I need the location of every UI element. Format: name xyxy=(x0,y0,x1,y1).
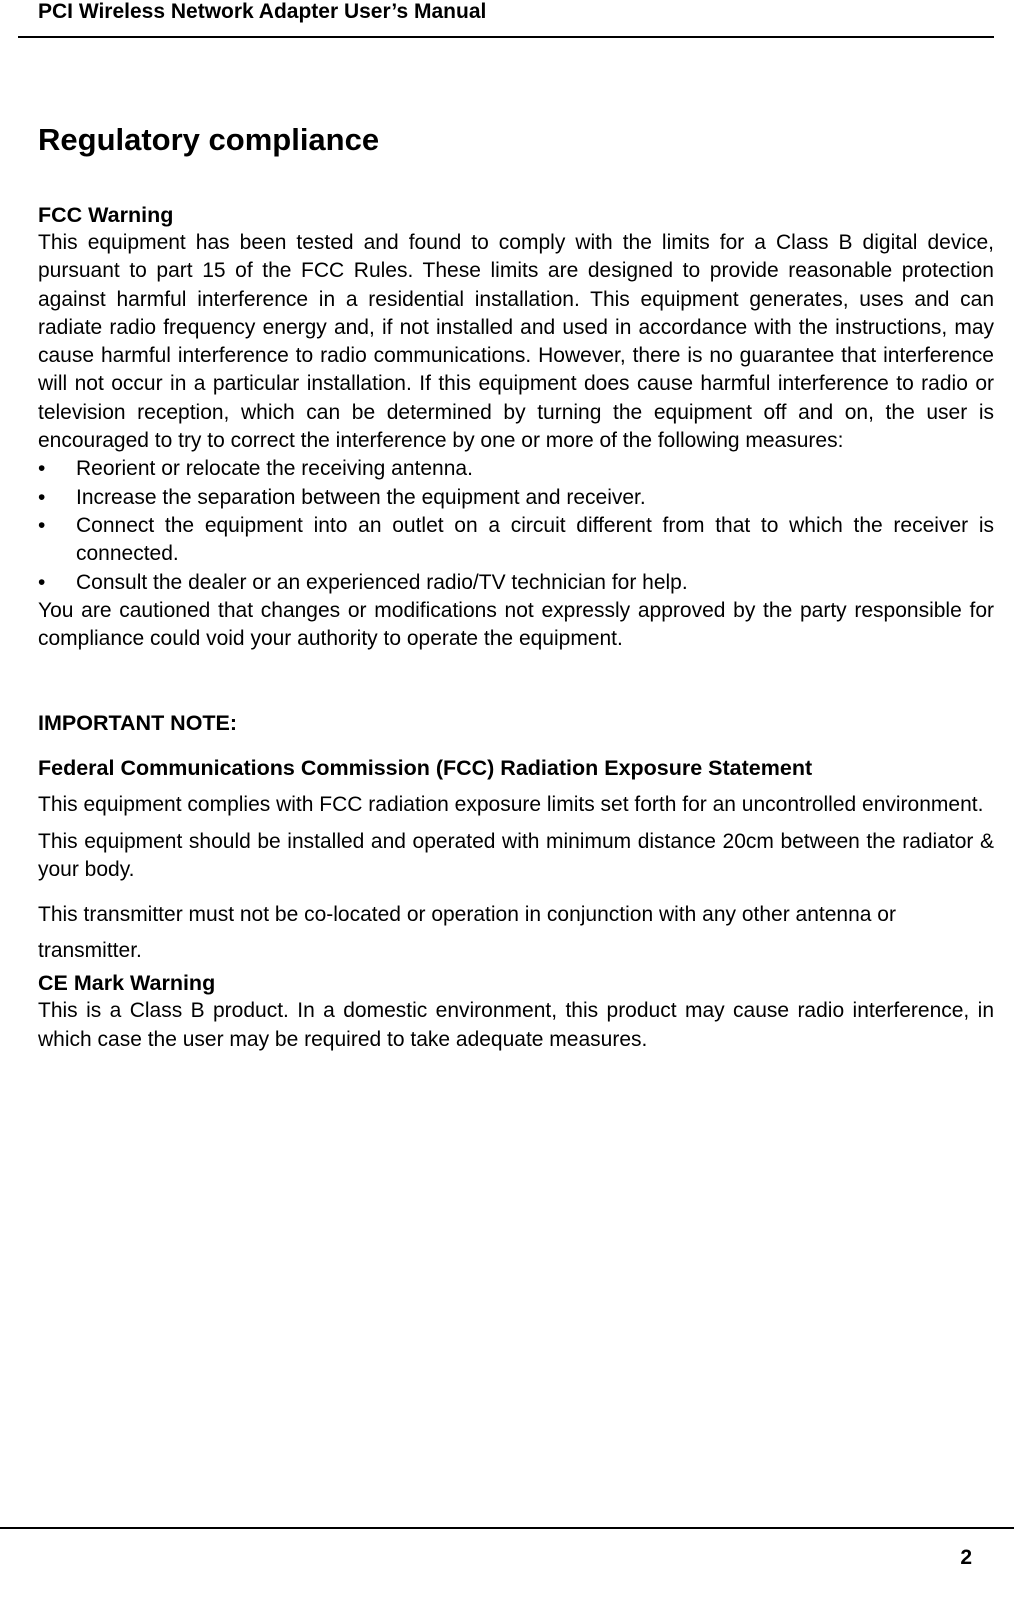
radiation-paragraph-2: This equipment should be installed and operated with minimum distance 20cm between the radiator & your body. xyxy=(38,829,994,882)
bullet-icon: • xyxy=(38,457,46,481)
radiation-paragraph-1: This equipment complies with FCC radiation exposure limits set forth for an uncontrolled environment. xyxy=(38,793,984,817)
important-note-heading: IMPORTANT NOTE: xyxy=(38,711,238,736)
running-header-title: PCI Wireless Network Adapter User’s Manual xyxy=(38,0,487,23)
list-item xyxy=(38,455,994,483)
measure-text: Consult the dealer or an experienced radio/TV technician for help. xyxy=(76,570,688,594)
colocation-note: This transmitter must not be co-located or operation in conjunction with any other antenna or transmitter. xyxy=(38,903,896,963)
bullet-icon: • xyxy=(38,570,46,594)
fcc-caution-text: You are cautioned that changes or modifications not expressly approved by the party responsible for compliance could void your authority to operate the equipment. xyxy=(38,598,994,651)
list-item xyxy=(38,569,994,597)
ce-mark-heading: CE Mark Warning xyxy=(38,971,216,996)
header-divider xyxy=(18,36,994,38)
page-number: 2 xyxy=(960,1546,972,1569)
footer-divider xyxy=(0,1527,1014,1529)
fcc-warning-body: This equipment has been tested and found to comply with the limits for a Class B digital device, pursuant to part 15 of the FCC Rules. These limits are designed to provide reasonable protection against harmful interference in a residential installation. This equipment generates, uses and can radiate radio frequency energy and, if not installed and used in accordance with the instructions, may cause harmful interference to radio communications. However, there is no guarantee that interference will not occur in a particular installation. If this equipment does cause harmful interference to radio or television reception, which can be determined by turning the equipment off and on, the user is encouraged to try to correct the interference by one or more of the following measures: xyxy=(38,231,994,453)
bullet-icon: • xyxy=(38,513,46,537)
measure-text: Connect the equipment into an outlet on a circuit different from that to which the receiver is connected. xyxy=(76,513,994,566)
page-content xyxy=(38,120,994,1054)
ce-mark-body: This is a Class B product. In a domestic environment, this product may cause radio interference, in which case the user may be required to take adequate measures. xyxy=(38,999,994,1051)
interference-measures-list xyxy=(38,455,994,596)
list-item xyxy=(38,512,994,569)
measure-text: Reorient or relocate the receiving antenna. xyxy=(76,457,473,481)
measure-text: Increase the separation between the equipment and receiver. xyxy=(76,485,646,509)
section-title: Regulatory compliance xyxy=(38,122,380,157)
radiation-exposure-heading: Federal Communications Commission (FCC) Radiation Exposure Statement xyxy=(38,756,813,781)
fcc-warning-heading: FCC Warning xyxy=(38,203,174,227)
bullet-icon: • xyxy=(38,485,46,509)
list-item xyxy=(38,484,994,512)
